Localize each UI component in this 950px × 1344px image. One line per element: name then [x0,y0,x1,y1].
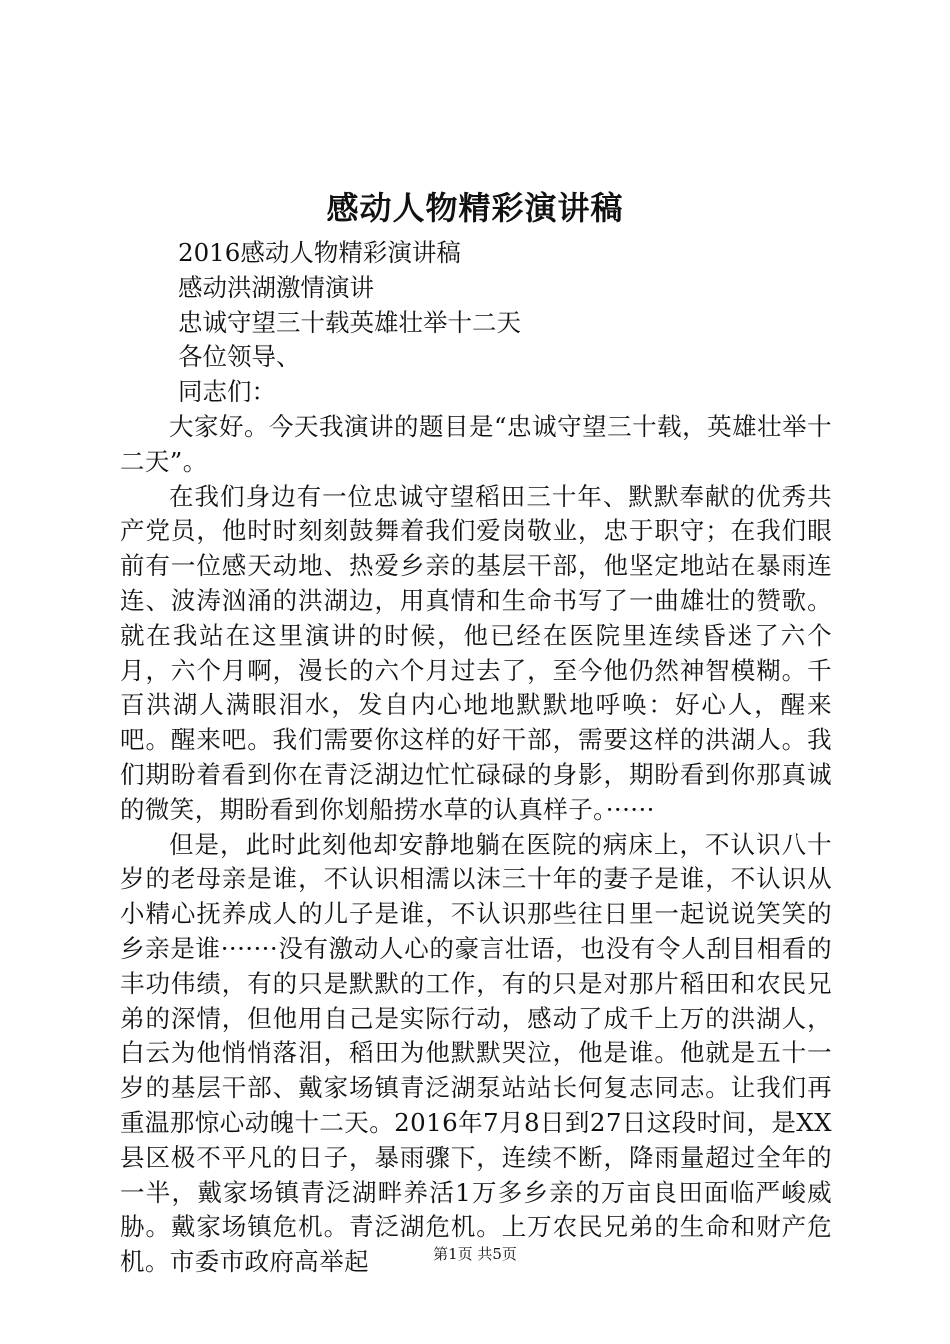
body-paragraph: 但是，此时此刻他却安静地躺在医院的病床上，不认识八十岁的老母亲是谁，不认识相濡以沫三十年的妻子是谁，不认识从小精心抚养成人的儿子是谁，不认识那些往日里一起说说笑笑的乡亲是谁·······没有激动人心的豪言壮语，也没有令人刮目相看的丰功伟绩，有的只是默默的工作，有的只是对那片稻田和农民兄弟的深情，但他用自己是实际行动，感动了成千上万的洪湖人，白云为他悄悄落泪，稻田为他默默哭泣，他是谁。他就是五十一岁的基层干部、戴家场镇青泛湖泵站站长何复志同志。让我们再重温那惊心动魄十二天。2016年7月8日到27日这段时间，是XX县区极不平凡的日子，暴雨骤下，连续不断，降雨量超过全年的一半，戴家场镇青泛湖畔养活1万多乡亲的万亩良田面临严峻威胁。戴家场镇危机。青泛湖危机。上万农民兄弟的生命和财产危机。市委市政府高举起 [120,829,832,1277]
salutation-line: 同志们： [178,377,276,407]
page-number-footer: 第1页 共5页 [433,1245,517,1263]
document-title: 感动人物精彩演讲稿 [326,189,624,227]
subtitle-line: 感动洪湖激情演讲 [178,272,374,302]
body-paragraph: 在我们身边有一位忠诚守望稻田三十年、默默奉献的优秀共产党员，他时时刻刻鼓舞着我们爱岗敬业，忠于职守；在我们眼前有一位感天动地、热爱乡亲的基层干部，他坚定地站在暴雨连连、波涛汹涌的洪湖边，用真情和生命书写了一曲雄壮的赞歌。就在我站在这里演讲的时候，他已经在医院里连续昏迷了六个月，六个月啊，漫长的六个月过去了，至今他仍然神智模糊。千百洪湖人满眼泪水，发自内心地地默默地呼唤：好心人，醒来吧。醒来吧。我们需要你这样的好干部，需要这样的洪湖人。我们期盼着看到你在青泛湖边忙忙碌碌的身影，期盼看到你那真诚的微笑，期盼看到你划船捞水草的认真样子。······ [120,481,832,824]
salutation-line: 各位领导、 [178,342,301,372]
document-body [120,236,832,1280]
subtitle-line: 2016感动人物精彩演讲稿 [178,238,461,267]
subtitle-line: 忠诚守望三十载英雄壮举十二天 [178,307,521,337]
body-paragraph: 大家好。今天我演讲的题目是“忠诚守望三十载，英雄壮举十二天”。 [120,411,832,476]
